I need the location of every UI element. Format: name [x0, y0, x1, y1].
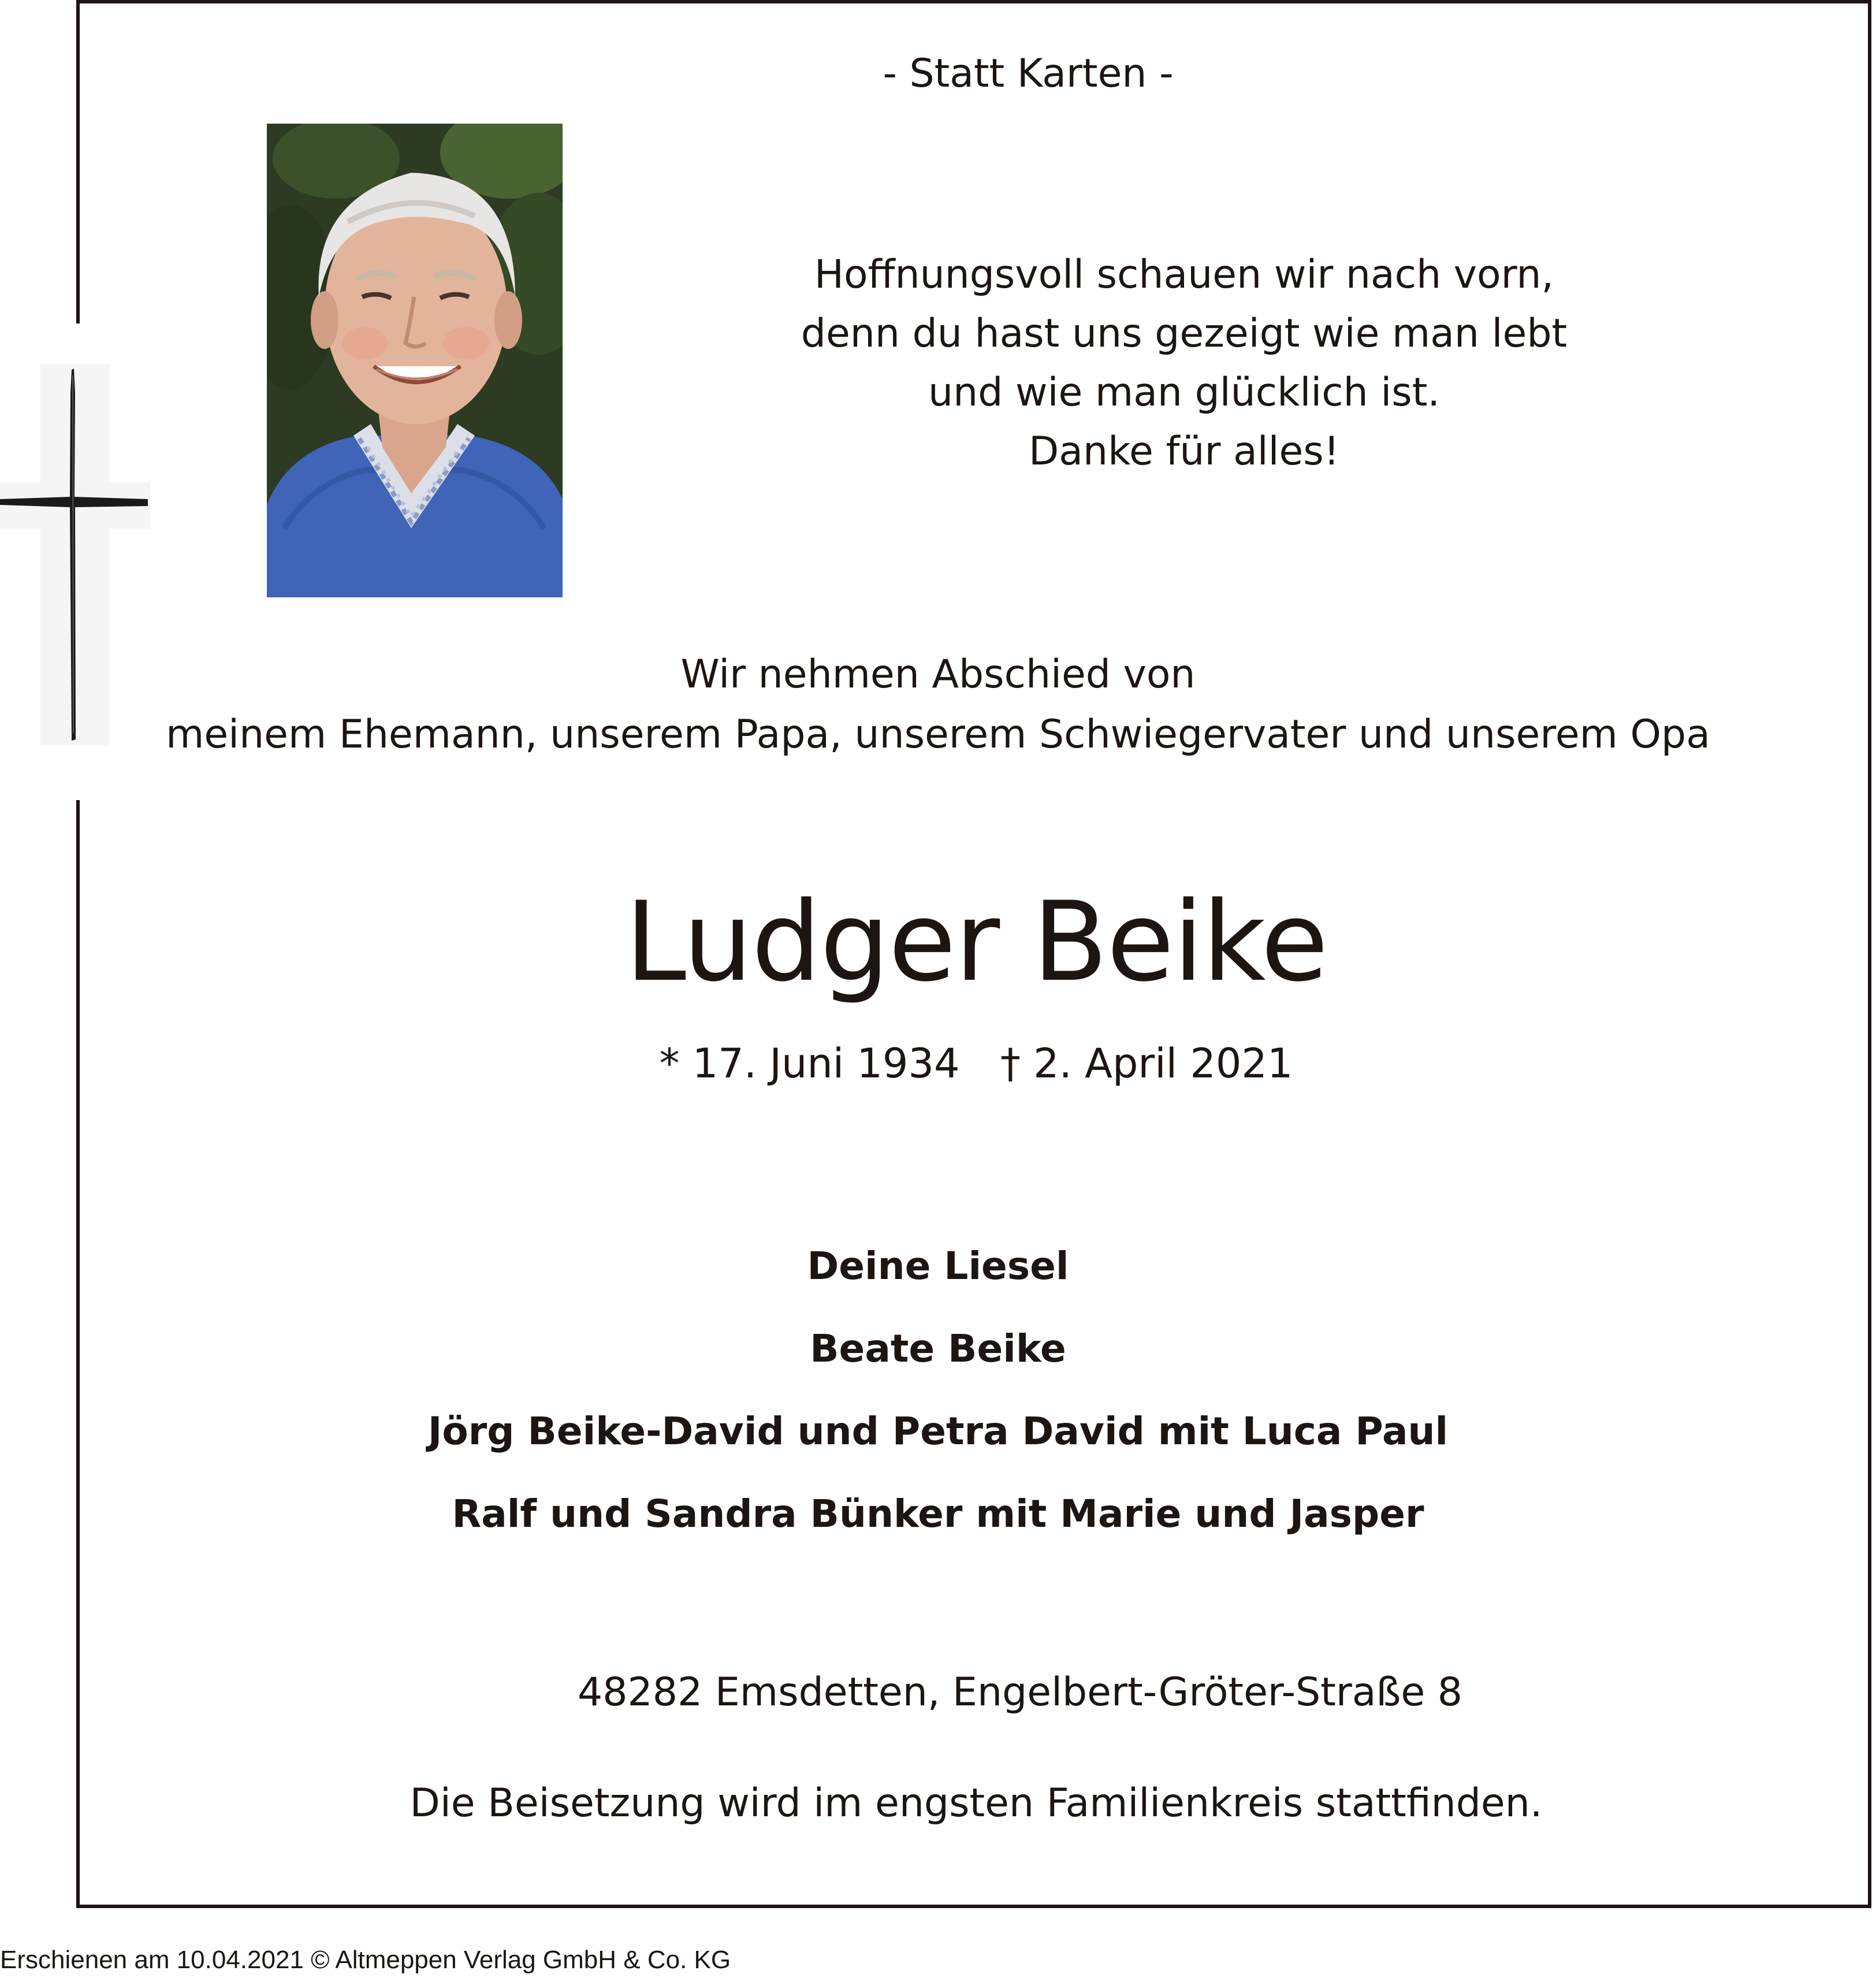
poem — [722, 246, 1646, 481]
deceased-name: Ludger Beike — [625, 878, 1327, 1006]
mourner: Ralf und Sandra Bünker mit Marie und Jasper — [452, 1492, 1424, 1536]
mourner: Beate Beike — [810, 1326, 1066, 1371]
portrait-photo — [267, 124, 563, 597]
address: 48282 Emsdetten, Engelbert-Gröter-Straße 8 — [578, 1670, 1463, 1715]
poem-line: und wie man glücklich ist. — [928, 370, 1440, 415]
farewell-text — [0, 645, 1876, 765]
poem-line: denn du hast uns gezeigt wie man lebt — [801, 311, 1568, 356]
farewell-line-2: meinem Ehemann, unserem Papa, unserem Schwiegervater und unserem Opa — [166, 712, 1710, 757]
publication-footer: Erschienen am 10.04.2021 © Altmeppen Verlag GmbH & Co. KG — [0, 1946, 731, 1974]
birth-date: * 17. Juni 1934 — [659, 1040, 960, 1087]
life-dates — [578, 1040, 1375, 1087]
death-date: † 2. April 2021 — [1000, 1040, 1293, 1087]
statt-karten-label: - Statt Karten - — [883, 51, 1174, 96]
farewell-line-1: Wir nehmen Abschied von — [680, 652, 1196, 697]
poem-line: Danke für alles! — [1028, 429, 1340, 474]
mourners-list — [0, 1225, 1876, 1555]
mourner: Deine Liesel — [807, 1244, 1069, 1288]
mourner: Jörg Beike-David und Petra David mit Luca Paul — [427, 1409, 1449, 1453]
burial-note: Die Beisetzung wird im engsten Familienkreis stattfinden. — [410, 1780, 1543, 1826]
poem-line: Hoffnungsvoll schauen wir nach vorn, — [814, 252, 1554, 298]
frame-left-border-upper — [76, 0, 80, 324]
